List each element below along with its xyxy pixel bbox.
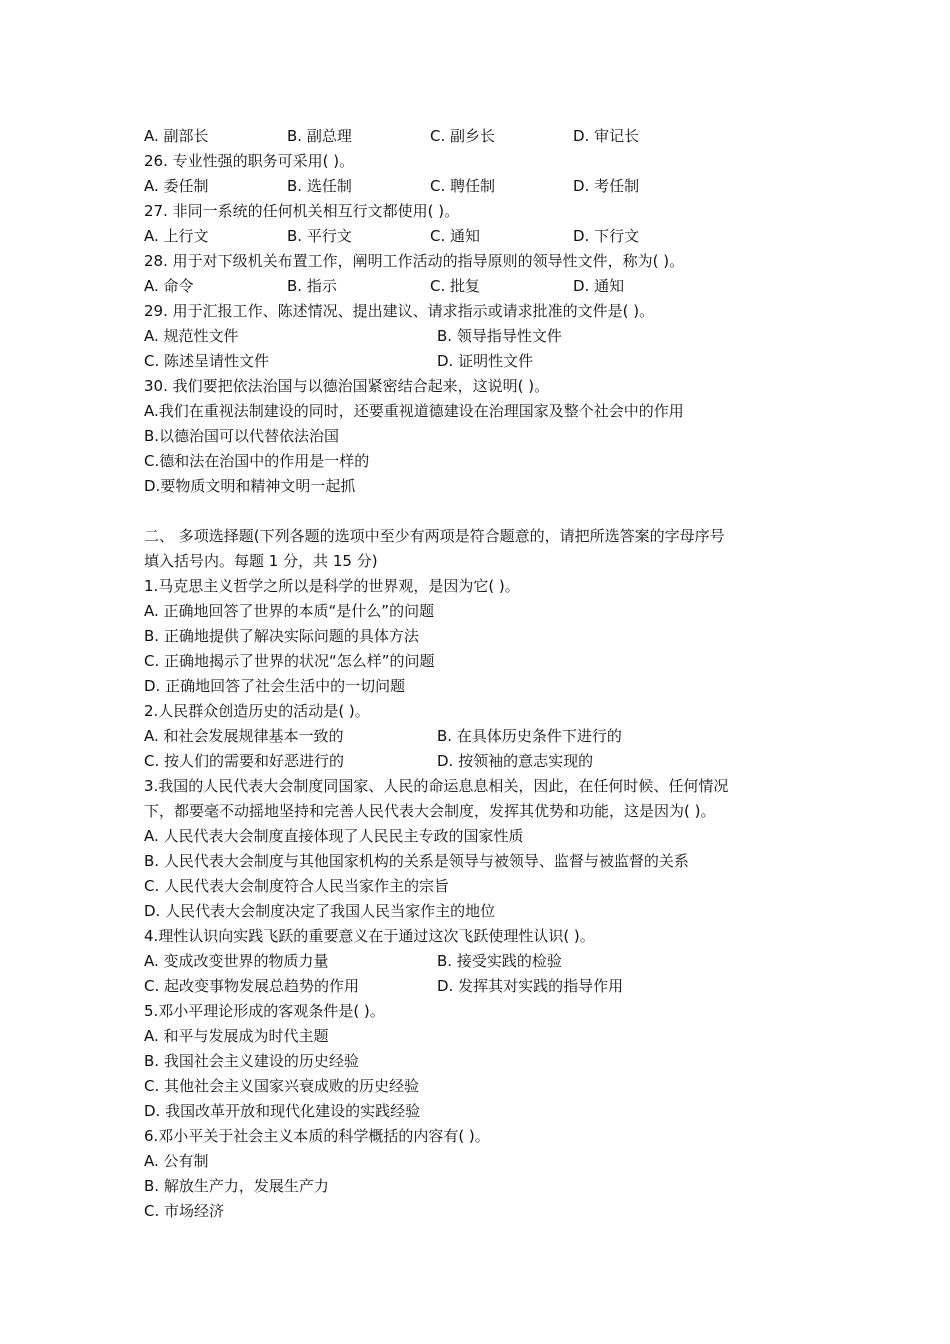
option-c: C. 聘任制: [430, 177, 496, 195]
option-c: C. 起改变事物发展总趋势的作用: [144, 977, 360, 995]
question-30: 30. 我们要把依法治国与以德治国紧密结合起来，这说明( )。: [144, 377, 550, 395]
option-c: C. 副乡长: [430, 127, 496, 145]
option-a: A. 命令: [144, 277, 194, 295]
question-6: 6.邓小平关于社会主义本质的科学概括的内容有( )。: [144, 1127, 490, 1145]
q27-options: [144, 224, 824, 249]
q2-options-row2: [144, 749, 824, 774]
option-b: B. 副总理: [287, 127, 352, 145]
option-c: C. 其他社会主义国家兴衰成败的历史经验: [144, 1077, 420, 1095]
section-gap: [144, 499, 824, 524]
option-b: B. 人民代表大会制度与其他国家机构的关系是领导与被领导、监督与被监督的关系: [144, 852, 689, 870]
question-26: 26. 专业性强的职务可采用( )。: [144, 152, 355, 170]
question-2: 2.人民群众创造历史的活动是( )。: [144, 702, 370, 720]
option-c: C.德和法在治国中的作用是一样的: [144, 452, 370, 470]
q2-options-row1: [144, 724, 824, 749]
q4-options-row2: [144, 974, 824, 999]
option-a: A. 和平与发展成为时代主题: [144, 1027, 329, 1045]
q4-options-row1: [144, 949, 824, 974]
q28-options: [144, 274, 824, 299]
option-b: B. 接受实践的检验: [437, 952, 562, 970]
document-page: [144, 124, 824, 1224]
option-b: B. 解放生产力，发展生产力: [144, 1177, 329, 1195]
q26-options: [144, 174, 824, 199]
option-d: D. 考任制: [573, 177, 640, 195]
option-d: D. 证明性文件: [437, 352, 534, 370]
question-3-line1: 3.我国的人民代表大会制度同国家、人民的命运息息相关，因此，在任何时候、任何情况: [144, 777, 729, 795]
question-1: 1.马克思主义哲学之所以是科学的世界观，是因为它( )。: [144, 577, 520, 595]
option-b: B. 正确地提供了解决实际问题的具体方法: [144, 627, 419, 645]
option-a: A. 上行文: [144, 227, 209, 245]
section-heading-line2: 填入括号内。每题 1 分，共 15 分): [144, 552, 378, 570]
option-c: C. 批复: [430, 277, 481, 295]
section-heading-line1: 二、 多项选择题(下列各题的选项中至少有两项是符合题意的，请把所选答案的字母序号: [144, 527, 725, 545]
option-c: C. 正确地揭示了世界的状况“怎么样”的问题: [144, 652, 435, 670]
option-d: D. 审记长: [573, 127, 640, 145]
option-d: D. 发挥其对实践的指导作用: [437, 977, 624, 995]
option-d: D. 通知: [573, 277, 625, 295]
q29-options-row1: [144, 324, 824, 349]
option-d: D.要物质文明和精神文明一起抓: [144, 477, 356, 495]
option-d: D. 正确地回答了社会生活中的一切问题: [144, 677, 406, 695]
option-d: D. 下行文: [573, 227, 640, 245]
option-a: A. 正确地回答了世界的本质“是什么”的问题: [144, 602, 435, 620]
option-c: C. 市场经济: [144, 1202, 225, 1220]
q29-options-row2: [144, 349, 824, 374]
option-a: A. 委任制: [144, 177, 209, 195]
option-b: B. 选任制: [287, 177, 352, 195]
option-b: B.以德治国可以代替依法治国: [144, 427, 340, 445]
option-c: C. 人民代表大会制度符合人民当家作主的宗旨: [144, 877, 450, 895]
option-c: C. 按人们的需要和好恶进行的: [144, 752, 345, 770]
q25-options: [144, 124, 824, 149]
option-d: D. 人民代表大会制度决定了我国人民当家作主的地位: [144, 902, 496, 920]
option-a: A. 公有制: [144, 1152, 209, 1170]
question-27: 27. 非同一系统的任何机关相互行文都使用( )。: [144, 202, 460, 220]
option-b: B. 指示: [287, 277, 337, 295]
option-a: A. 副部长: [144, 127, 209, 145]
option-d: D. 按领袖的意志实现的: [437, 752, 594, 770]
option-d: D. 我国改革开放和现代化建设的实践经验: [144, 1102, 421, 1120]
option-b: B. 领导指导性文件: [437, 327, 562, 345]
question-28: 28. 用于对下级机关布置工作，阐明工作活动的指导原则的领导性文件，称为( )。: [144, 252, 685, 270]
option-a: A. 和社会发展规律基本一致的: [144, 727, 344, 745]
option-a: A. 规范性文件: [144, 327, 239, 345]
question-29: 29. 用于汇报工作、陈述情况、提出建议、请求指示或请求批准的文件是( )。: [144, 302, 655, 320]
option-b: B. 在具体历史条件下进行的: [437, 727, 622, 745]
option-b: B. 我国社会主义建设的历史经验: [144, 1052, 359, 1070]
question-3-line2: 下，都要毫不动摇地坚持和完善人民代表大会制度，发挥其优势和功能，这是因为( )。: [144, 802, 716, 820]
option-c: C. 通知: [430, 227, 481, 245]
question-4: 4.理性认识向实践飞跃的重要意义在于通过这次飞跃使理性认识( )。: [144, 927, 595, 945]
option-a: A. 人民代表大会制度直接体现了人民民主专政的国家性质: [144, 827, 524, 845]
option-a: A. 变成改变世界的物质力量: [144, 952, 329, 970]
option-c: C. 陈述呈请性文件: [144, 352, 270, 370]
question-5: 5.邓小平理论形成的客观条件是( )。: [144, 1002, 385, 1020]
option-b: B. 平行文: [287, 227, 352, 245]
option-a: A.我们在重视法制建设的同时，还要重视道德建设在治理国家及整个社会中的作用: [144, 402, 684, 420]
